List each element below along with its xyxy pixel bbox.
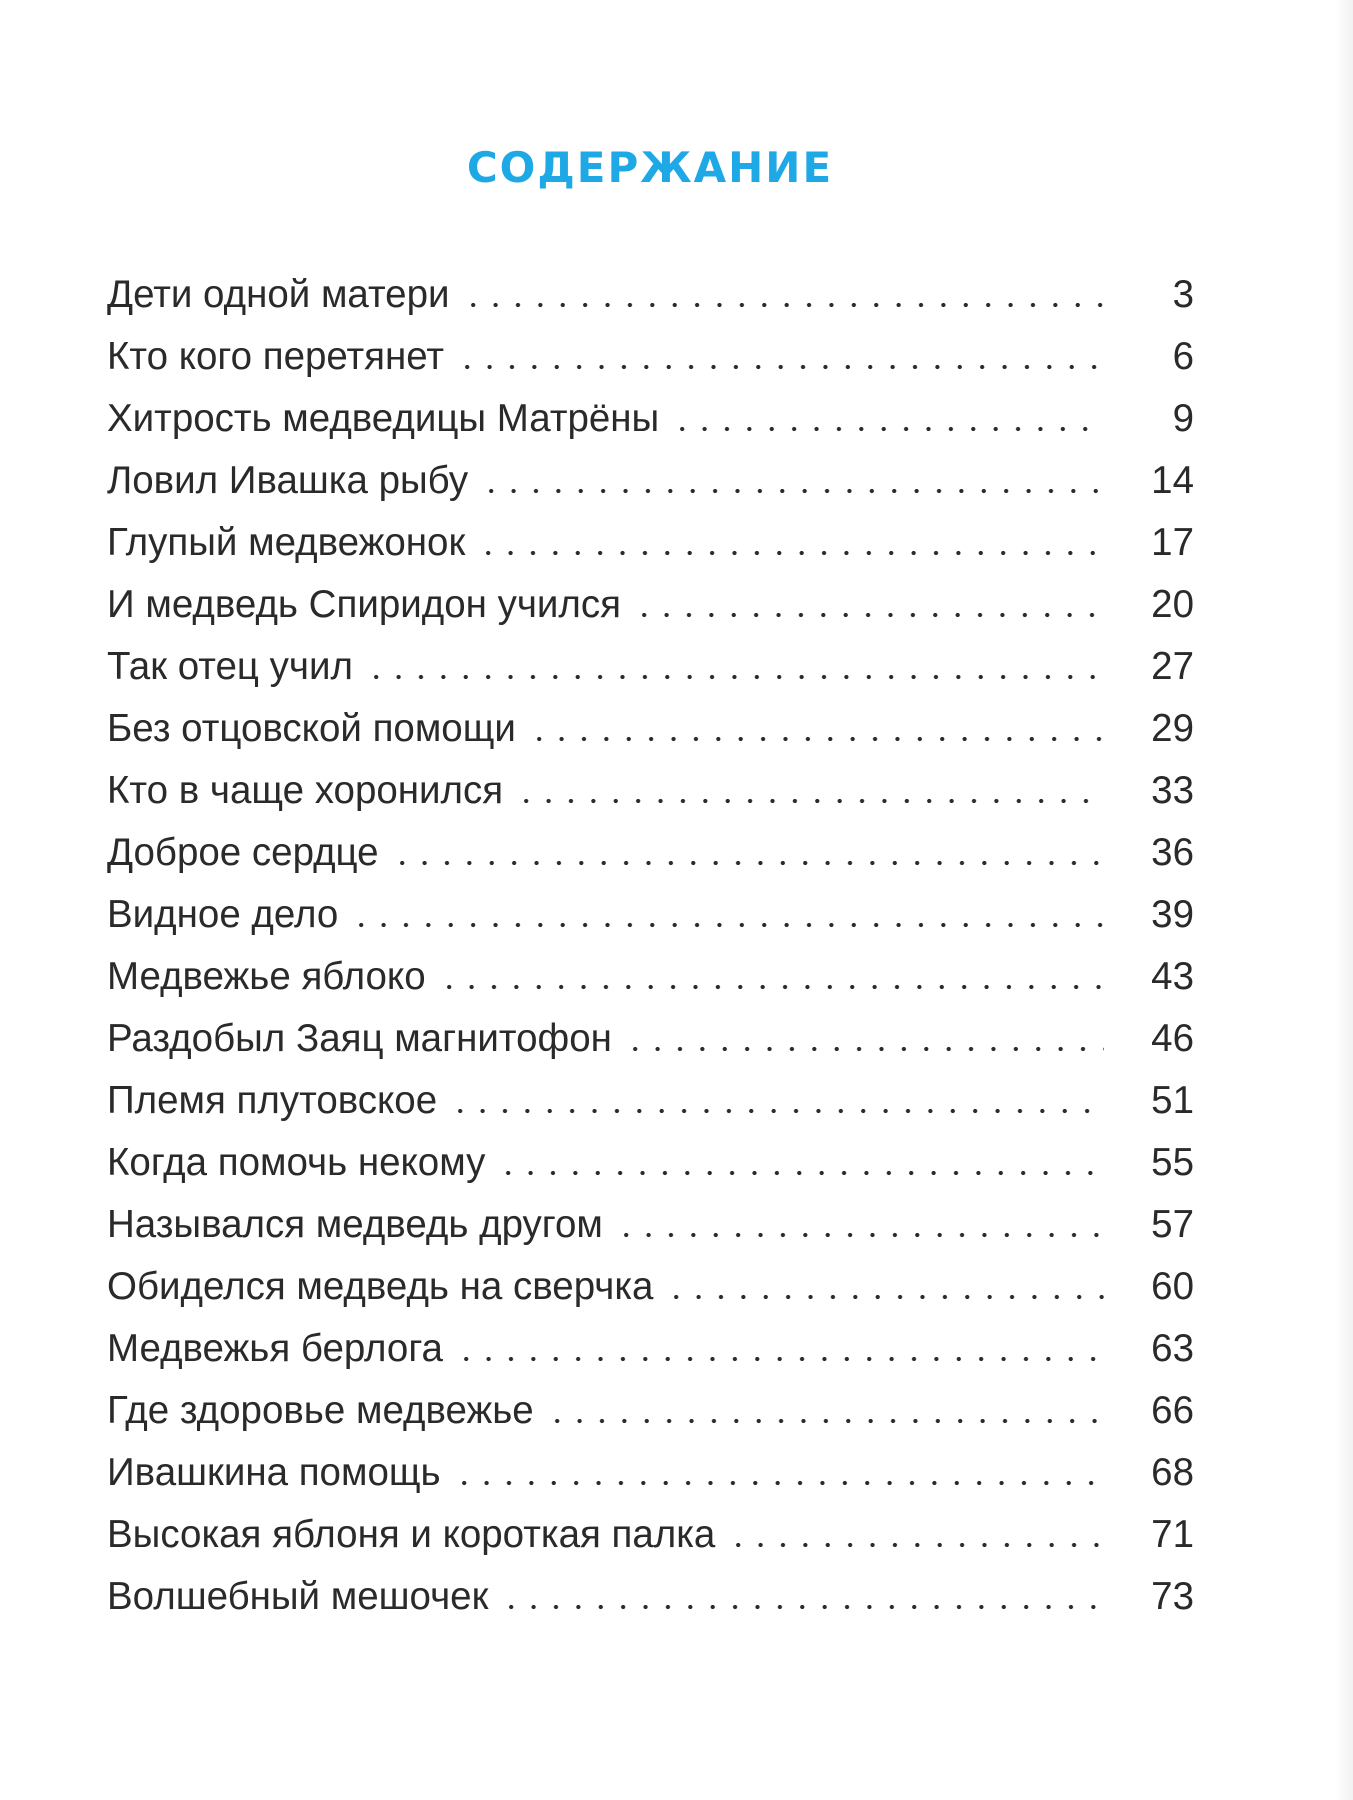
dot-leader	[528, 735, 1104, 743]
toc-entry-page-number: 57	[1151, 1203, 1194, 1246]
toc-entry-title: Без отцовской помощи	[107, 707, 516, 750]
toc-entry	[107, 884, 1194, 946]
toc-entry-title: Хитрость медведицы Матрёны	[107, 397, 660, 440]
toc-entry	[107, 1380, 1194, 1442]
dot-leader	[456, 363, 1104, 371]
toc-entry-title: Доброе сердце	[107, 831, 379, 874]
toc-entry-page-number: 43	[1151, 955, 1194, 998]
toc-entry-page-number: 33	[1151, 769, 1194, 812]
toc-entry-page-number: 71	[1151, 1513, 1194, 1556]
dot-leader	[665, 1293, 1104, 1301]
toc-entry-page-number: 6	[1172, 335, 1194, 378]
toc-entry-title: Ивашкина помощь	[107, 1451, 441, 1494]
toc-entry-title: Назывался медведь другом	[107, 1203, 603, 1246]
toc-entry-page-number: 63	[1151, 1327, 1194, 1370]
dot-leader	[462, 301, 1104, 309]
dot-leader	[500, 1603, 1104, 1611]
dot-leader	[455, 1355, 1104, 1363]
dot-leader	[633, 611, 1104, 619]
toc-entry-title: Дети одной матери	[107, 273, 450, 316]
dot-leader	[477, 549, 1104, 557]
toc-entry	[107, 760, 1194, 822]
toc-entry-page-number: 27	[1151, 645, 1194, 688]
toc-entry-page-number: 51	[1151, 1079, 1194, 1122]
dot-leader	[546, 1417, 1104, 1425]
toc-entry-title: Кто кого перетянет	[107, 335, 445, 378]
toc-entry	[107, 1442, 1194, 1504]
toc-entry-title: Ловил Ивашка рыбу	[107, 459, 469, 502]
toc-entry-title: Племя плутовское	[107, 1079, 438, 1122]
toc-entry-title: Видное дело	[107, 893, 339, 936]
table-of-contents	[107, 264, 1194, 1628]
toc-entry	[107, 822, 1194, 884]
toc-entry	[107, 1318, 1194, 1380]
dot-leader	[480, 487, 1104, 495]
toc-entry	[107, 1566, 1194, 1628]
toc-entry-title: Где здоровье медвежье	[107, 1389, 534, 1432]
toc-entry	[107, 1194, 1194, 1256]
dot-leader	[391, 859, 1104, 867]
toc-entry-title: Медвежья берлога	[107, 1327, 443, 1370]
toc-entry-page-number: 46	[1151, 1017, 1194, 1060]
dot-leader	[624, 1045, 1104, 1053]
toc-entry-page-number: 3	[1172, 273, 1194, 316]
toc-entry	[107, 450, 1194, 512]
dot-leader	[350, 921, 1104, 929]
toc-entry-title: Волшебный мешочек	[107, 1575, 489, 1618]
toc-entry-title: Медвежье яблоко	[107, 955, 426, 998]
toc-entry-page-number: 66	[1151, 1389, 1194, 1432]
toc-entry	[107, 512, 1194, 574]
toc-entry	[107, 574, 1194, 636]
dot-leader	[453, 1479, 1104, 1487]
toc-entry-page-number: 39	[1151, 893, 1194, 936]
contents-heading: СОДЕРЖАНИЕ	[466, 143, 834, 192]
toc-entry-page-number: 55	[1151, 1141, 1194, 1184]
toc-entry-page-number: 36	[1151, 831, 1194, 874]
toc-entry	[107, 1008, 1194, 1070]
toc-entry	[107, 326, 1194, 388]
dot-leader	[671, 425, 1104, 433]
dot-leader	[497, 1169, 1104, 1177]
dot-leader	[438, 983, 1104, 991]
dot-leader	[515, 797, 1104, 805]
dot-leader	[615, 1231, 1104, 1239]
dot-leader	[365, 673, 1104, 681]
toc-entry-page-number: 60	[1151, 1265, 1194, 1308]
toc-entry	[107, 1504, 1194, 1566]
toc-entry-title: Кто в чаще хоронился	[107, 769, 504, 812]
toc-entry	[107, 1132, 1194, 1194]
toc-entry	[107, 1070, 1194, 1132]
toc-entry	[107, 946, 1194, 1008]
toc-entry	[107, 698, 1194, 760]
toc-entry	[107, 636, 1194, 698]
toc-entry-title: И медведь Спиридон учился	[107, 583, 621, 626]
page-edge-shadow	[1335, 0, 1353, 1800]
toc-entry-page-number: 20	[1151, 583, 1194, 626]
toc-entry-title: Глупый медвежонок	[107, 521, 466, 564]
toc-entry	[107, 264, 1194, 326]
toc-entry-page-number: 14	[1151, 459, 1194, 502]
toc-entry-title: Так отец учил	[107, 645, 353, 688]
toc-entry	[107, 1256, 1194, 1318]
dot-leader	[727, 1541, 1104, 1549]
toc-entry-page-number: 17	[1151, 521, 1194, 564]
toc-entry-page-number: 9	[1172, 397, 1194, 440]
toc-entry-page-number: 68	[1151, 1451, 1194, 1494]
toc-entry-page-number: 29	[1151, 707, 1194, 750]
toc-entry	[107, 388, 1194, 450]
dot-leader	[449, 1107, 1104, 1115]
toc-entry-title: Высокая яблоня и короткая палка	[107, 1513, 716, 1556]
toc-entry-title: Обиделся медведь на сверчка	[107, 1265, 654, 1308]
toc-entry-page-number: 73	[1151, 1575, 1194, 1618]
toc-entry-title: Раздобыл Заяц магнитофон	[107, 1017, 612, 1060]
toc-entry-title: Когда помочь некому	[107, 1141, 486, 1184]
